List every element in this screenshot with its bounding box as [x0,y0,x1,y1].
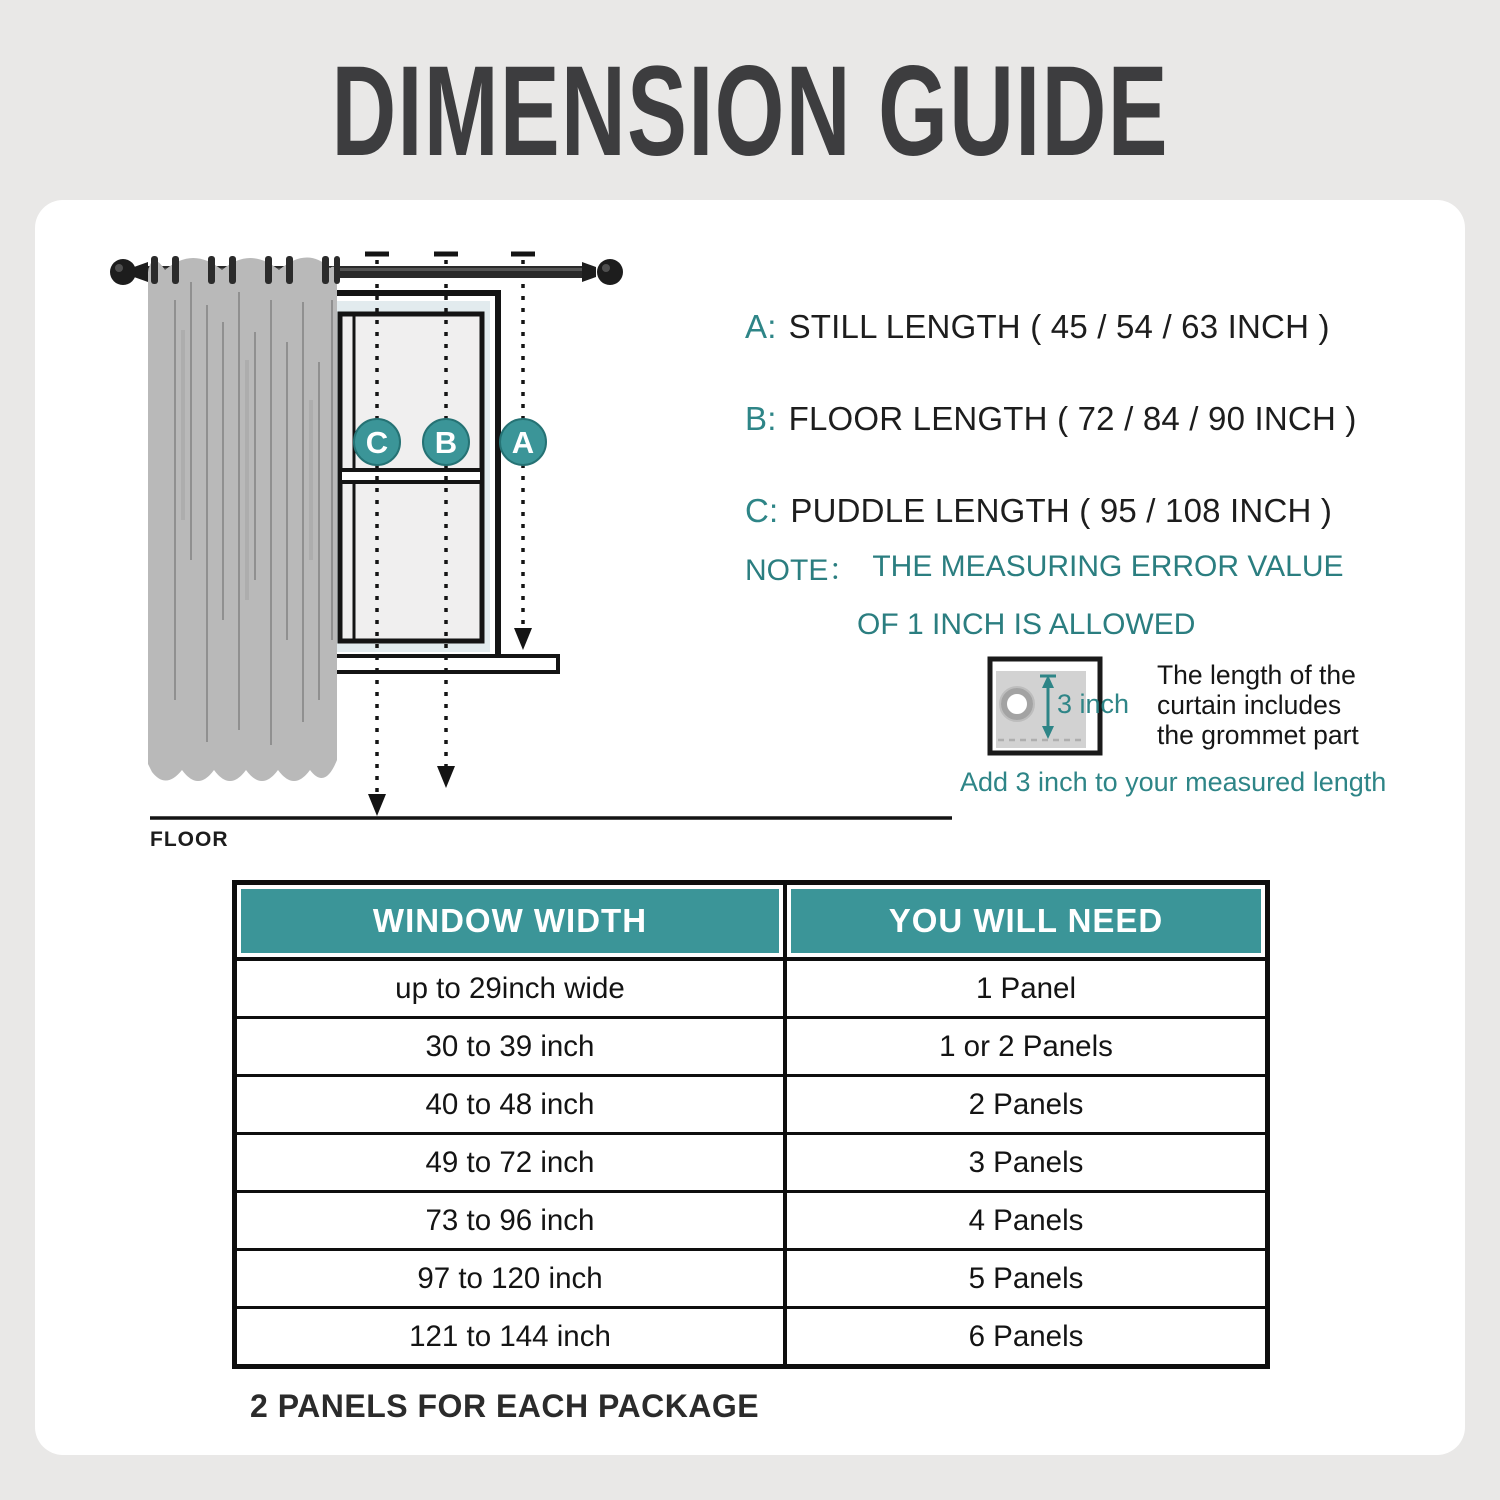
length-line-a [745,304,1357,349]
note-line-1 [745,538,1344,596]
length-text-c: PUDDLE LENGTH ( 95 / 108 INCH ) [790,491,1333,529]
floor-label: FLOOR [150,828,229,851]
dimension-card [35,200,1465,1455]
cell-panels-needed: 4 Panels [968,1203,1084,1237]
table-row [237,1251,1265,1309]
length-key-b: B: [745,399,777,437]
footer-note: 2 PANELS FOR EACH PACKAGE [250,1388,760,1424]
grommet-tip: Add 3 inch to your measured length [960,767,1387,797]
grommet-description: The length of the curtain includes the grommet part [1157,660,1359,750]
window-sill [300,656,558,672]
marker-letter-b: B [434,425,458,460]
table-row [237,1193,1265,1251]
note-line-2 [745,596,1344,654]
length-line-c [745,488,1357,533]
curtain-graphic [148,256,340,781]
marker-letter-a: A [511,425,535,460]
cell-window-width: 49 to 72 inch [237,1135,787,1190]
length-line-b [745,396,1357,441]
cell-panels-needed: 6 Panels [968,1319,1084,1353]
window-graphic [300,293,558,672]
page-title: DIMENSION GUIDE [331,40,1169,183]
panels-table [232,880,1270,1369]
cell-panels-needed: 1 or 2 Panels [939,1029,1113,1063]
cell-panels-needed: 1 Panel [975,971,1077,1005]
cell-panels-needed: 3 Panels [968,1145,1084,1179]
cell-window-width: 121 to 144 inch [237,1309,787,1364]
grommet-measure-label: 3 inch [1057,689,1130,719]
cell-window-width: 97 to 120 inch [237,1251,787,1306]
note-label: NOTE： [745,554,859,587]
page-title-wrap [0,38,1500,185]
note-text-1: THE MEASURING ERROR VALUE [872,550,1344,583]
marker-letter-c: C [365,425,389,460]
marker-circles [354,419,546,465]
note-block [745,538,1344,654]
header-cell-you-will-need: YOU WILL NEED [787,885,1265,957]
grommet-ring [1004,691,1030,717]
note-text-2: OF 1 INCH IS ALLOWED [857,608,1196,641]
length-text-a: STILL LENGTH ( 45 / 54 / 63 INCH ) [788,307,1330,345]
header-cell-window-width: WINDOW WIDTH [237,885,787,957]
cell-window-width: 40 to 48 inch [237,1077,787,1132]
length-key-a: A: [745,307,777,345]
length-text-b: FLOOR LENGTH ( 72 / 84 / 90 INCH ) [788,399,1357,437]
grommet-inset [983,652,1158,760]
cell-window-width: 73 to 96 inch [237,1193,787,1248]
table-header-row [237,885,1265,961]
table-row [237,1135,1265,1193]
table-row [237,1309,1265,1364]
length-key-c: C: [745,491,779,529]
cell-panels-needed: 2 Panels [968,1087,1084,1121]
rod-finial-right [597,259,623,285]
rod-finial-left [110,259,136,285]
table-row [237,1019,1265,1077]
table-row [237,961,1265,1019]
cell-window-width: up to 29inch wide [237,961,787,1016]
cell-window-width: 30 to 39 inch [237,1019,787,1074]
table-row [237,1077,1265,1135]
cell-panels-needed: 5 Panels [968,1261,1084,1295]
